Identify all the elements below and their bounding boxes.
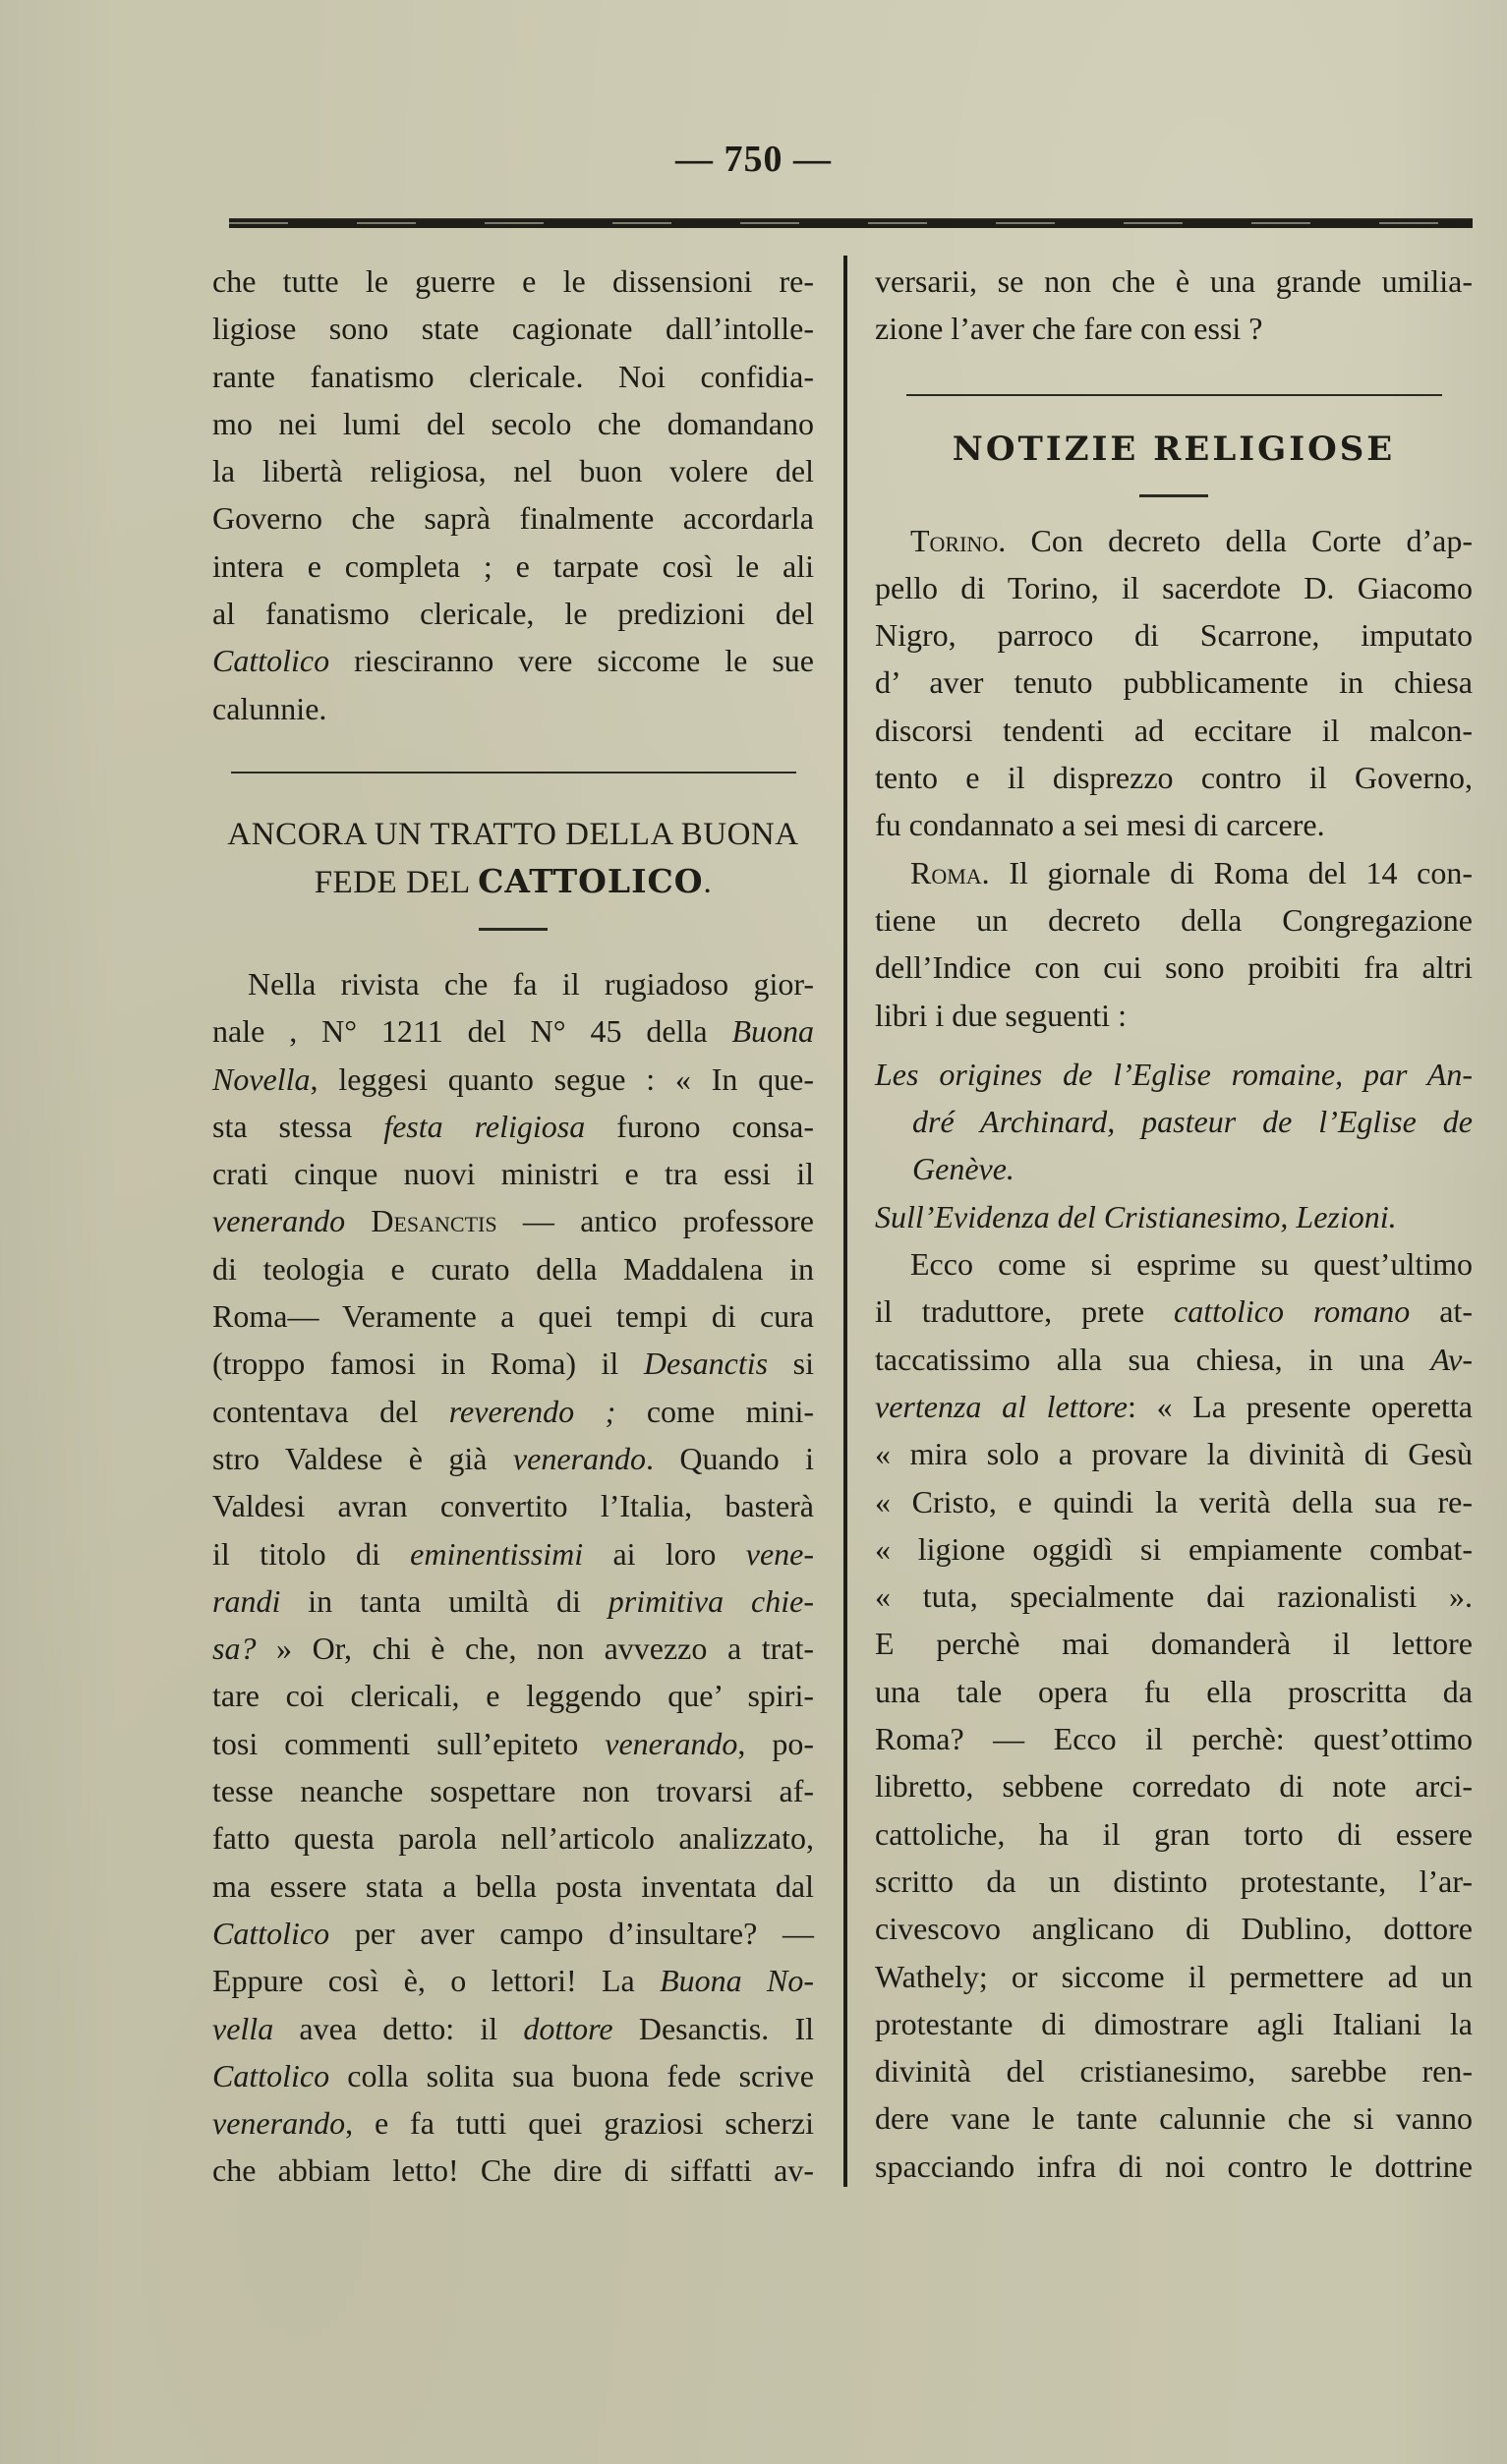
text-line: Cattolico colla solita sua buona fede scrive <box>212 2057 814 2093</box>
text-line: libri i due seguenti : <box>875 997 1127 1033</box>
text-line: Novella, leggesi quanto segue : « In que- <box>212 1060 814 1097</box>
text-line: vertenza al lettore: « La presente operetta <box>875 1388 1474 1424</box>
place-name: Torino. <box>910 522 1007 558</box>
text-line: il titolo di eminentissimi ai loro vene- <box>212 1535 814 1572</box>
text-line: civescovo anglicano di Dublino, dottore <box>875 1911 1473 1947</box>
spacer <box>875 353 1473 394</box>
spacer <box>875 473 1473 494</box>
article-heading: ANCORA UN TRATTO DELLA BUONA <box>227 816 799 852</box>
text-line: Governo che saprà finalmente accordarla <box>212 500 814 537</box>
text-line: tesse neanche sospettare non trovarsi af- <box>212 1773 814 1809</box>
text-line: intera e completa ; e tarpate così le ali <box>212 547 814 584</box>
text-line: zione l’aver che fare con essi ? <box>875 311 1263 347</box>
book-title: Genève. <box>912 1151 1014 1187</box>
text-line: Torino. Con decreto della Corte d’ap- <box>910 522 1473 558</box>
text-line: rante fanatismo clericale. Noi confidia- <box>212 358 814 394</box>
text-line: E perchè mai domanderà il lettore <box>875 1626 1473 1662</box>
italic-term: Cattolico <box>212 643 330 679</box>
spacer <box>875 396 1473 426</box>
text-line: venerando, e fa tutti quei graziosi scherzi <box>212 2105 814 2142</box>
text-line: (troppo famosi in Roma) il Desanctis si <box>212 1346 815 1382</box>
spacer <box>212 732 814 772</box>
text-line: « mira solo a provare la divinità di Gesù <box>875 1436 1473 1472</box>
text-line: ma essere stata a bella posta inventata dal <box>212 1867 814 1904</box>
left-column <box>212 258 814 2195</box>
book-title: Sull’Evidenza del Cristianesimo, Lezioni. <box>875 1198 1397 1234</box>
text-line: pello di Torino, il sacerdote D. Giacomo <box>875 569 1473 605</box>
text-line: la libertà religiosa, nel buon volere del <box>212 453 814 489</box>
text-line: scritto da un distinto protestante, l’ar- <box>875 1862 1473 1899</box>
spacer <box>212 906 814 928</box>
text-line: randi in tanta umiltà di primitiva chie- <box>212 1582 815 1619</box>
article-heading: FEDE DEL CATTOLICO. <box>314 861 713 900</box>
text-line: tento e il disprezzo contro il Governo, <box>875 760 1473 796</box>
text-line: il traduttore, prete cattolico romano at- <box>875 1293 1474 1330</box>
text-line: Roma? — Ecco il perchè: quest’ottimo <box>875 1721 1473 1757</box>
text-line: Roma— Veramente a quei tempi di cura <box>212 1298 814 1335</box>
place-name: Roma. <box>910 854 990 890</box>
text-line: Ecco come si esprime su quest’ultimo <box>910 1246 1473 1283</box>
spacer <box>875 1039 1473 1051</box>
text-line: tosi commenti sull’epiteto venerando, po- <box>212 1725 815 1761</box>
text-line: « ligione oggidì si empiamente combat- <box>875 1530 1473 1567</box>
text-line: libretto, sebbene corredato di note arci- <box>875 1768 1473 1805</box>
text-line: Valdesi avran convertito l’Italia, basterà <box>212 1488 814 1524</box>
page-number: — 750 — <box>675 139 832 180</box>
text-line: Cattolico per aver campo d’insultare? — <box>212 1915 814 1951</box>
spacer <box>875 497 1473 517</box>
text-line: vella avea detto: il dottore Desanctis. Il <box>212 2010 815 2046</box>
right-column <box>875 258 1473 2190</box>
text-line: tiene un decreto della Congregazione <box>875 901 1473 938</box>
text-line: fatto questa parola nell’articolo analizzato, <box>212 1820 814 1857</box>
spacer <box>212 774 814 811</box>
text-line: discorsi tendenti ad eccitare il malcon- <box>875 712 1473 748</box>
text-line: Wathely; or siccome il permettere ad un <box>875 1958 1473 1994</box>
text-line: tare coi clericali, e leggendo que’ spiri- <box>212 1678 814 1714</box>
text-line: sa? » Or, chi è che, non avvezzo a trat- <box>212 1631 814 1667</box>
text-line: una tale opera fu ella proscritta da <box>875 1673 1473 1709</box>
text-line: nale , N° 1211 del N° 45 della Buona <box>212 1013 814 1050</box>
text-line: Cattolico riesciranno vere siccome le sue <box>212 643 814 679</box>
text-line: crati cinque nuovi ministri e tra essi il <box>212 1156 814 1192</box>
text-line: d’ aver tenuto pubblicamente in chiesa <box>875 664 1473 701</box>
text-line: Nella rivista che fa il rugiadoso gior- <box>248 965 814 1002</box>
text-line: cattoliche, ha il gran torto di essere <box>875 1815 1473 1852</box>
spacer <box>212 931 814 960</box>
book-title: Les origines de l’Eglise romaine, par An- <box>875 1056 1473 1092</box>
text-line: calunnie. <box>212 690 327 726</box>
text-line: stro Valdese è già venerando. Quando i <box>212 1440 815 1476</box>
text-line: Nigro, parroco di Scarrone, imputato <box>875 617 1473 654</box>
column-divider <box>843 256 847 2187</box>
section-heading: NOTIZIE RELIGIOSE <box>952 429 1396 469</box>
text-line: « tuta, specialmente dai razionalisti ». <box>875 1578 1473 1615</box>
text-line: mo nei lumi del secolo che domandano <box>212 405 814 441</box>
text-line: versarii, se non che è una grande umilia- <box>875 263 1473 299</box>
book-title: dré Archinard, pasteur de l’Eglise de <box>912 1104 1473 1140</box>
text-line: che tutte le guerre e le dissensioni re- <box>212 263 814 299</box>
text-line: venerando Desanctis — antico professore <box>212 1203 815 1239</box>
text-line: Eppure così è, o lettori! La Buona No- <box>212 1963 815 1999</box>
text-line: divinità del cristianesimo, sarebbe ren- <box>875 2053 1473 2090</box>
header-rule <box>229 218 1473 228</box>
text-line: spacciando infra di noi contro le dottrine <box>875 2148 1473 2184</box>
text-line: « Cristo, e quindi la verità della sua re- <box>875 1483 1473 1519</box>
text-line: ligiose sono state cagionate dall’intolle- <box>212 311 814 347</box>
text-line: Roma. Il giornale di Roma del 14 con- <box>910 854 1473 890</box>
text-line: dell’Indice con cui sono proibiti fra altri <box>875 949 1473 986</box>
text-line: di teologia e curato della Maddalena in <box>212 1250 814 1287</box>
text-line: protestante di dimostrare agli Italiani la <box>875 2005 1473 2041</box>
text-line: fu condannato a sei mesi di carcere. <box>875 807 1325 843</box>
text-line: dere vane le tante calunnie che si vanno <box>875 2100 1473 2137</box>
text-line: contentava del reverendo ; come mini- <box>212 1393 815 1429</box>
text-line: che abbiam letto! Che dire di siffatti av- <box>212 2152 814 2189</box>
text-line: al fanatismo clericale, le predizioni del <box>212 596 814 632</box>
text-line: sta stessa festa religiosa furono consa- <box>212 1108 815 1144</box>
text-line: taccatissimo alla sua chiesa, in una Av- <box>875 1341 1473 1377</box>
